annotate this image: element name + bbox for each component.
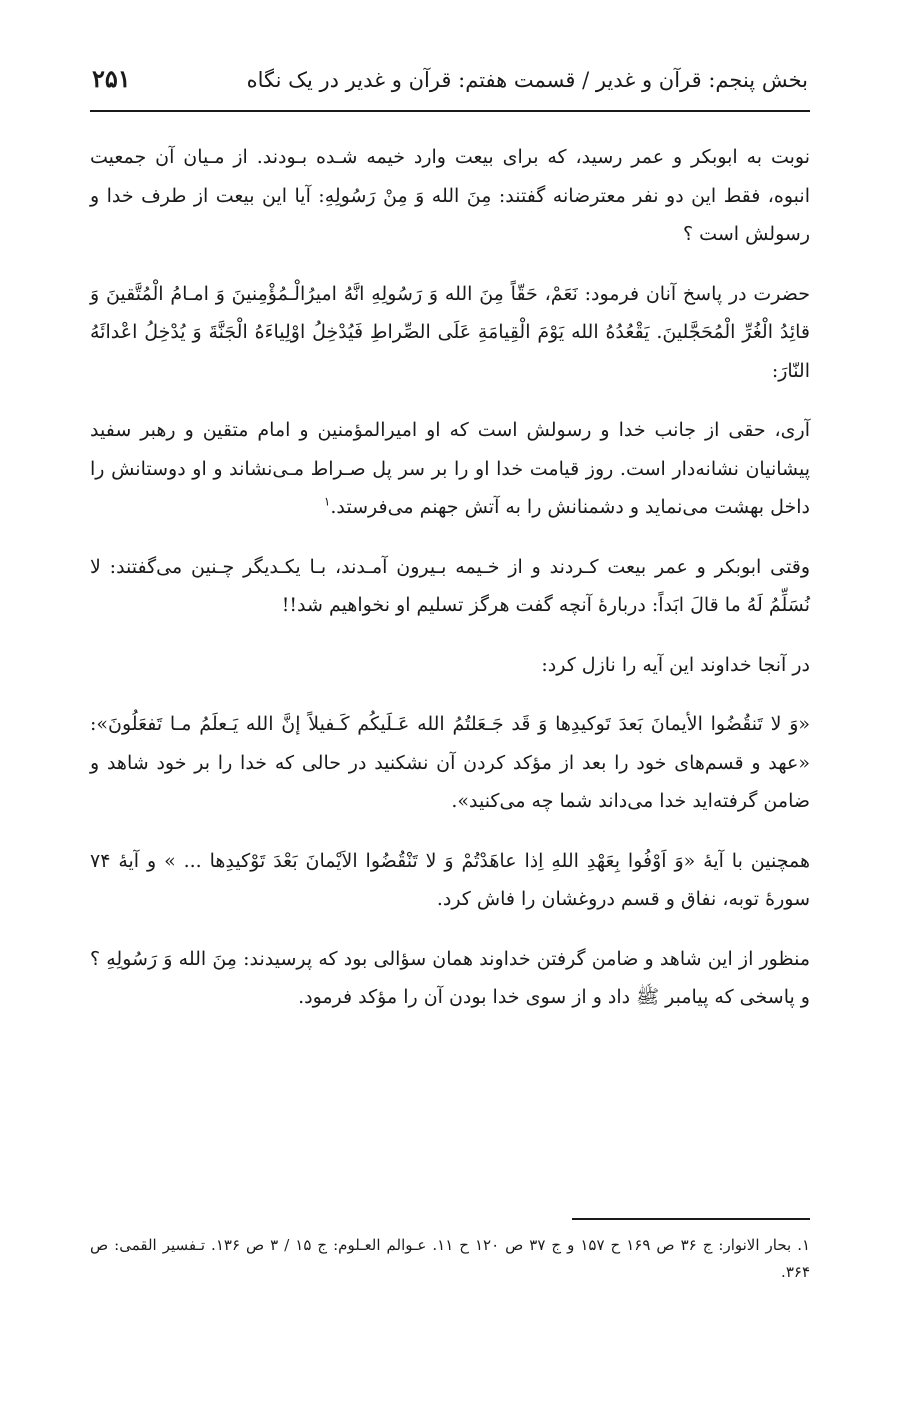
- footnote-divider: [572, 1218, 810, 1220]
- paragraph: وقتی ابوبکر و عمر بیعت کـردند و از خـیمه بـیرون آمـدند، بـا یکـدیگر چـنین می‌گفتند: لا نُسَلِّمُ لَهُ ما قالَ ابَداً: دربارهٔ آنچه گفت هرگز تسلیم او نخواهیم شد!!: [90, 555, 810, 616]
- paragraph-text: آری، حقی از جانب خدا و رسولش است که او امیرالمؤمنین و امام متقین و رهبر سفید پیشانیان نشانه‌دار است. روز قیامت خدا او را بر سر پل صـراط مـی‌نشاند و او دوستانش را داخل بهشت می‌نماید و دشمنانش را به آتش جهنم می‌فرستد.: [90, 419, 810, 518]
- paragraph: در آنجا خداوند این آیه را نازل کرد:: [541, 653, 810, 676]
- page-number: ۲۵۱: [92, 64, 131, 93]
- paragraph-with-footnote: [90, 411, 810, 527]
- paragraph: نوبت به ابوبکر و عمر رسید، که برای بیعت وارد خیمه شـده بـودند. از مـیان آن جمعیت انبوه، فقط این دو نفر معترضانه گفتند: مِنَ الله وَ مِنْ رَسُولِهِ: آیا این بیعت از طرف خدا و رسولش است ؟: [90, 146, 810, 245]
- paragraph: منظور از این شاهد و ضامن گرفتن خداوند همان سؤالی بود که پرسیدند: مِنَ الله وَ رَسُولِهِ ؟ و پاسخی که پیامبر ﷺ داد و از سوی خدا بودن آن را مؤکد فرمود.: [90, 947, 810, 1008]
- running-header: [90, 60, 810, 112]
- paragraph: «وَ لا تَنقُضُوا الأیمانَ بَعدَ تَوکیدِها وَ قَد جَـعَلتُمُ الله عَـلَیکُم کَـفیلاً إنَّ الله یَـعلَمُ مـا تَفعَلُونَ»: «عهد و قسم‌های خود را بعد از مؤکد کردن آن نشکنید در حالی که خدا را بر خود شاهد و ضامن گرفته‌اید خدا می‌داند شما چه می‌کنید».: [90, 713, 810, 812]
- footnote-marker: ۱: [323, 494, 331, 509]
- footnote: ۱. بحار الانوار: ج ۳۶ ص ۱۶۹ ح ۱۵۷ و ج ۳۷ ص ۱۲۰ ح ۱۱. عـوالم العـلوم: ج ۱۵ / ۳ ص ۱۳۶. تـفسیر القمی: ص ۳۶۴.: [90, 1236, 811, 1281]
- paragraph: حضرت در پاسخ آنان فرمود: نَعَمْ، حَقّاً مِنَ الله وَ رَسُولِهِ انَّهُ امیرُالْـمُؤْمِنینَ وَ امـامُ الْمُتَّقینَ وَ قائِدُ الْغُرِّ الْمُحَجَّلینَ. یَقْعُدُهُ الله یَوْمَ الْقِیامَةِ عَلَی الصِّراطِ فَیُدْخِلُ اوْلِیاءَهُ الْجَنَّةَ وَ یُدْخِلُ اعْدائَهُ النّارَ:: [90, 282, 810, 382]
- paragraph: همچنین با آیهٔ «وَ اَوْفُوا بِعَهْدِ اللهِ اِذا عاهَدْتُمْ وَ لا تَنْقُضُوا الاَیْمانَ بَعْدَ تَوْکیدِها ... » و آیهٔ ۷۴ سورهٔ توبه، نفاق و قسم دروغشان را فاش کرد.: [90, 849, 810, 910]
- book-page: [90, 60, 811, 1281]
- main-text: [90, 138, 810, 1017]
- header-title: بخش پنجم: قرآن و غدیر / قسمت هفتم: قرآن و غدیر در یک نگاه: [246, 68, 808, 92]
